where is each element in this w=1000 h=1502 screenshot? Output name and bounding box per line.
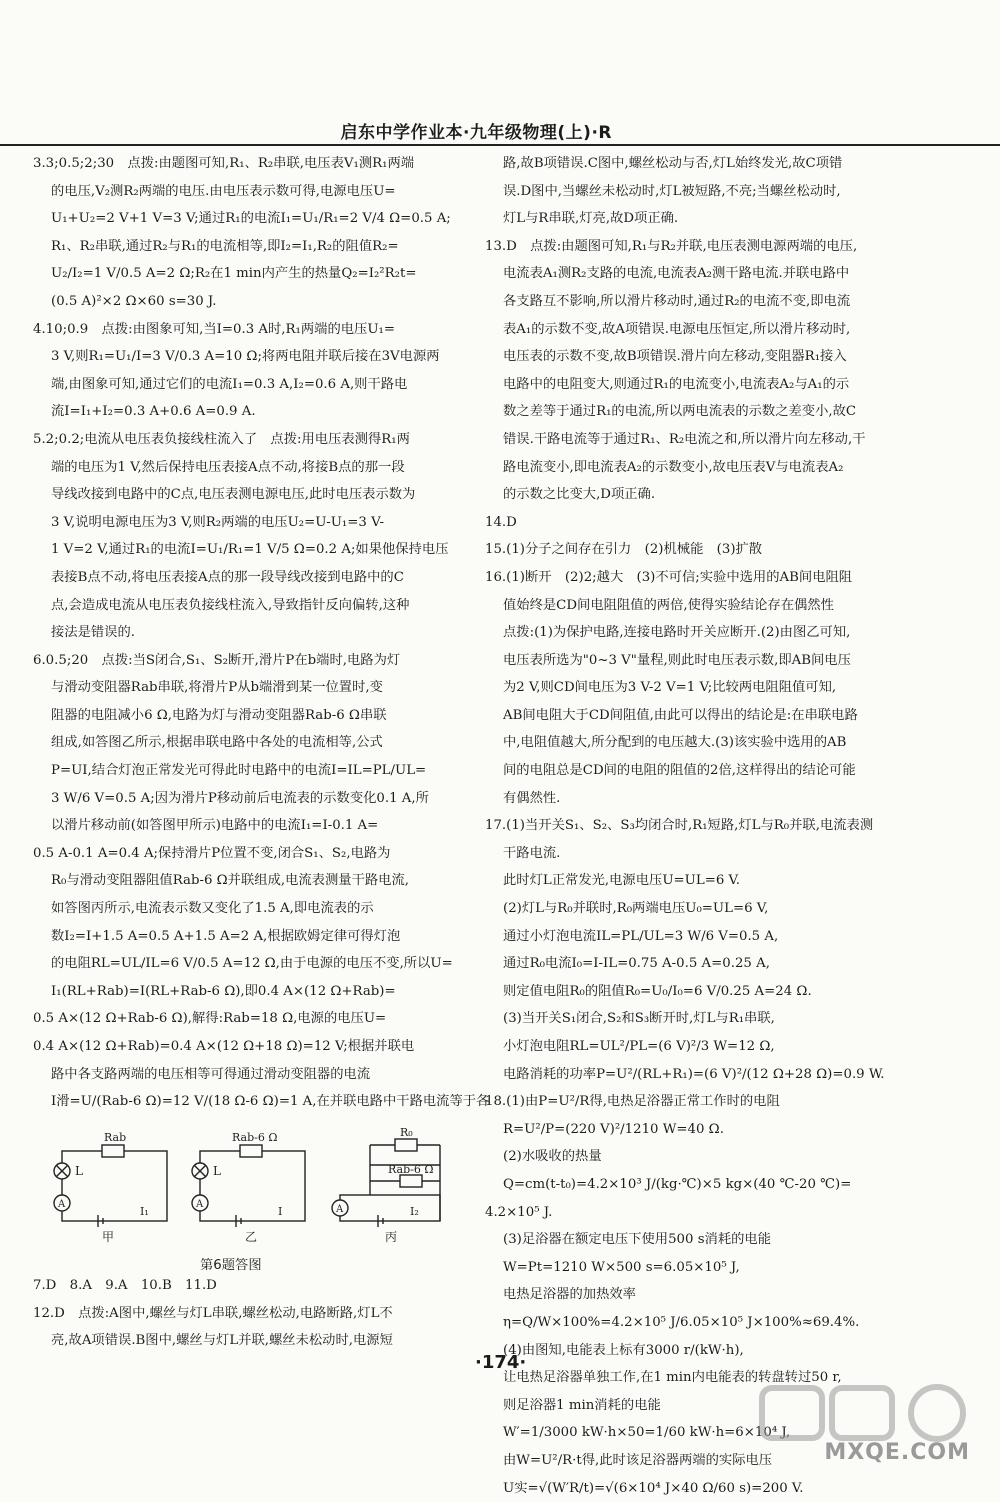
label-L-jia: L: [75, 1164, 83, 1178]
label-jia: 甲: [102, 1230, 114, 1244]
text-line: 则定值电阻R₀的阻值R₀=U₀/I₀=6 V/0.25 A=24 Ω.: [485, 978, 905, 1006]
text-line: 让电热足浴器单独工作,在1 min内电能表的转盘转过50 r,: [485, 1364, 905, 1392]
text-line: (0.5 A)²×2 Ω×60 s=30 J.: [33, 288, 471, 316]
text-line: 14.D: [485, 509, 905, 537]
text-line: 误.D图中,当螺丝未松动时,灯L被短路,不亮;当螺丝松动时,: [485, 178, 905, 206]
left-bottom-answers: [33, 1272, 473, 1355]
text-line: R₁、R₂串联,通过R₂与R₁的电流相等,即I₂=I₁,R₂的阻值R₂=: [33, 233, 471, 261]
text-line: 13.D 点拨:由题图可知,R₁与R₂并联,电压表测电源两端的电压,: [485, 233, 905, 261]
text-line: 电压表所选为"0~3 V"量程,则此时电压表示数,即AB间电压: [485, 647, 905, 675]
text-line: 4.2×10⁵ J.: [485, 1199, 905, 1227]
text-line: 点拨:(1)为保护电路,连接电路时开关应断开.(2)由图乙可知,: [485, 619, 905, 647]
text-line: 与滑动变阻器Rab串联,将滑片P从b端滑到某一位置时,变: [33, 674, 471, 702]
text-line: Q=cm(t-t₀)=4.2×10³ J/(kg·℃)×5 kg×(40 ℃-20 ℃)=: [485, 1171, 905, 1199]
circuit-diagrams: [40, 1125, 460, 1245]
binding-edge: [0, 160, 14, 1360]
label-yi: 乙: [245, 1230, 257, 1244]
text-line: 电流表A₁测R₂支路的电流,电流表A₂测干路电流.并联电路中: [485, 260, 905, 288]
text-line: 电路中的电阻变大,则通过R₁的电流变小,电流表A₂与A₁的示: [485, 371, 905, 399]
text-line: 通过R₀电流I₀=I-IL=0.75 A-0.5 A=0.25 A,: [485, 950, 905, 978]
text-line: 灯L与R串联,灯亮,故D项正确.: [485, 205, 905, 233]
text-line: U实=√(W′R/t)=√(6×10⁴ J×40 Ω/60 s)=200 V.: [485, 1475, 905, 1502]
text-line: 中,电阻值越大,所分配到的电压越大.(3)该实验中选用的AB: [485, 729, 905, 757]
text-line: 3 V,说明电源电压为3 V,则R₂两端的电压U₂=U-U₁=3 V-: [33, 509, 471, 537]
text-line: (3)当开关S₁闭合,S₂和S₃断开时,灯L与R₁串联,: [485, 1005, 905, 1033]
text-line: 接法是错误的.: [33, 619, 471, 647]
label-A-bing: A: [335, 1204, 344, 1215]
label-L-yi: L: [213, 1164, 221, 1178]
text-line: 0.5 A-0.1 A=0.4 A;保持滑片P位置不变,闭合S₁、S₂,电路为: [33, 840, 471, 868]
text-line: 电压表的示数不变,故B项错误.滑片向左移动,变阻器R₁接入: [485, 343, 905, 371]
label-A-yi: A: [195, 1199, 204, 1210]
text-line: W=Pt=1210 W×500 s=6.05×10⁵ J,: [485, 1254, 905, 1282]
label-i: I: [278, 1205, 282, 1218]
text-line: U₂/I₂=1 V/0.5 A=2 Ω;R₂在1 min内产生的热量Q₂=I₂²R₂t=: [33, 260, 471, 288]
text-line: η=Q/W×100%=4.2×10⁵ J/6.05×10⁵ J×100%≈69.4%.: [485, 1309, 905, 1337]
text-line: 电路消耗的功率P=U²/(RL+R₁)=(6 V)²/(12 Ω+28 Ω)=0.9 W.: [485, 1061, 905, 1089]
text-line: 16.(1)断开 (2)2;越大 (3)不可信;实验中选用的AB间电阻阻: [485, 564, 905, 592]
label-i2: I₂: [410, 1205, 419, 1218]
text-line: 为2 V,则CD间电压为3 V-2 V=1 V;比较两电阻阻值可知,: [485, 674, 905, 702]
text-line: 15.(1)分子之间存在引力 (2)机械能 (3)扩散: [485, 536, 905, 564]
text-line: 7.D 8.A 9.A 10.B 11.D: [33, 1272, 473, 1300]
text-line: 5.2;0.2;电流从电压表负接线柱流入了 点拨:用电压表测得R₁两: [33, 426, 471, 454]
text-line: 3 V,则R₁=U₁/I=3 V/0.3 A=10 Ω;将两电阻并联后接在3V电源两: [33, 343, 471, 371]
text-line: 表A₁的示数不变,故A项错误.电源电压恒定,所以滑片移动时,: [485, 316, 905, 344]
label-r0: R₀: [400, 1126, 413, 1139]
text-line: U₁+U₂=2 V+1 V=3 V;通过R₁的电流I₁=U₁/R₁=2 V/4 Ω=0.5 A;: [33, 205, 471, 233]
text-line: 亮,故A项错误.B图中,螺丝与灯L并联,螺丝未松动时,电源短: [33, 1327, 473, 1355]
text-line: R₀与滑动变阻器阻值Rab-6 Ω并联组成,电流表测量干路电流,: [33, 867, 471, 895]
text-line: 路中各支路两端的电压相等可得通过滑动变阻器的电流: [33, 1061, 471, 1089]
text-line: 阻器的电阻减小6 Ω,电路为灯与滑动变阻器Rab-6 Ω串联: [33, 702, 471, 730]
text-line: I滑=U/(Rab-6 Ω)=12 V/(18 Ω-6 Ω)=1 A,在并联电路中干路电流等于各: [33, 1088, 471, 1116]
label-rab6-bing: Rab-6 Ω: [388, 1163, 433, 1176]
label-rab6-yi: Rab-6 Ω: [232, 1131, 277, 1144]
text-line: 的示数之比变大,D项正确.: [485, 481, 905, 509]
text-line: 表接B点不动,将电压表接A点的那一段导线改接到电路中的C: [33, 564, 471, 592]
text-line: R=U²/P=(220 V)²/1210 W=40 Ω.: [485, 1116, 905, 1144]
label-A-jia: A: [57, 1199, 66, 1210]
text-line: P=UI,结合灯泡正常发光可得此时电路中的电流I=IL=PL/UL=: [33, 757, 471, 785]
text-line: 的电压,V₂测R₂两端的电压.由电压表示数可得,电源电压U=: [33, 178, 471, 206]
text-line: 值始终是CD间电阻阻值的两倍,使得实验结论存在偶然性: [485, 592, 905, 620]
text-line: 点,会造成电流从电压表负接线柱流入,导致指针反向偏转,这种: [33, 592, 471, 620]
text-line: W′=1/3000 kW·h×50=1/60 kW·h=6×10⁴ J,: [485, 1419, 905, 1447]
text-line: 数之差等于通过R₁的电流,所以两电流表的示数之差变小,故C: [485, 398, 905, 426]
watermark-text: MXQE.COM: [824, 1440, 970, 1465]
text-line: 0.5 A×(12 Ω+Rab-6 Ω),解得:Rab=18 Ω,电源的电压U=: [33, 1005, 471, 1033]
text-line: 6.0.5;20 点拨:当S闭合,S₁、S₂断开,滑片P在b端时,电路为灯: [33, 647, 471, 675]
label-bing: 丙: [385, 1230, 397, 1244]
text-line: 0.4 A×(12 Ω+Rab)=0.4 A×(12 Ω+18 Ω)=12 V;根据并联电: [33, 1033, 471, 1061]
text-line: 1 V=2 V,通过R₁的电流I=U₁/R₁=1 V/5 Ω=0.2 A;如果他保持电压: [33, 536, 471, 564]
label-i1: I₁: [140, 1205, 149, 1218]
text-line: 干路电流.: [485, 840, 905, 868]
text-line: 此时灯L正常发光,电源电压U=UL=6 V.: [485, 867, 905, 895]
text-line: 则足浴器1 min消耗的电能: [485, 1392, 905, 1420]
text-line: 12.D 点拨:A图中,螺丝与灯L串联,螺丝松动,电路断路,灯L不: [33, 1300, 473, 1328]
text-line: 3.3;0.5;2;30 点拨:由题图可知,R₁、R₂串联,电压表V₁测R₁两端: [33, 150, 471, 178]
text-line: 17.(1)当开关S₁、S₂、S₃均闭合时,R₁短路,灯L与R₀并联,电流表测: [485, 812, 905, 840]
text-line: 流I=I₁+I₂=0.3 A+0.6 A=0.9 A.: [33, 398, 471, 426]
text-line: 如答图丙所示,电流表示数又变化了1.5 A,即电流表的示: [33, 895, 471, 923]
text-line: 导线改接到电路中的C点,电压表测电源电压,此时电压表示数为: [33, 481, 471, 509]
text-line: 18.(1)由P=U²/R得,电热足浴器正常工作时的电阻: [485, 1088, 905, 1116]
text-line: 通过小灯泡电流IL=PL/UL=3 W/6 V=0.5 A,: [485, 923, 905, 951]
text-line: 端,由图象可知,通过它们的电流I₁=0.3 A,I₂=0.6 A,则干路电: [33, 371, 471, 399]
text-line: 组成,如答图乙所示,根据串联电路中各处的电流相等,公式: [33, 729, 471, 757]
text-line: (3)足浴器在额定电压下使用500 s消耗的电能: [485, 1226, 905, 1254]
text-line: (2)水吸收的热量: [485, 1143, 905, 1171]
page-header: [0, 112, 1000, 146]
label-rab: Rab: [104, 1131, 126, 1144]
text-line: AB间电阻大于CD间阻值,由此可以得出的结论是:在串联电路: [485, 702, 905, 730]
page-number: ·174·: [475, 1352, 526, 1373]
text-line: I₁(RL+Rab)=I(RL+Rab-6 Ω),即0.4 A×(12 Ω+Rab)=: [33, 978, 471, 1006]
text-line: 端的电压为1 V,然后保持电压表接A点不动,将接B点的那一段: [33, 454, 471, 482]
text-line: 3 W/6 V=0.5 A;因为滑片P移动前后电流表的示数变化0.1 A,所: [33, 785, 471, 813]
text-line: 的电阻RL=UL/IL=6 V/0.5 A=12 Ω,由于电源的电压不变,所以U=: [33, 950, 471, 978]
text-line: 以滑片移动前(如答图甲所示)电路中的电流I₁=I-0.1 A=: [33, 812, 471, 840]
text-line: (4)由图知,电能表上标有3000 r/(kW·h),: [485, 1337, 905, 1365]
text-line: 路电流变小,即电流表A₂的示数变小,故电压表V与电流表A₂: [485, 454, 905, 482]
text-line: 各支路互不影响,所以滑片移动时,通过R₂的电流不变,即电流: [485, 288, 905, 316]
text-line: 有偶然性.: [485, 785, 905, 813]
text-line: (2)灯L与R₀并联时,R₀两端电压U₀=UL=6 V,: [485, 895, 905, 923]
text-line: 错误.干路电流等于通过R₁、R₂电流之和,所以滑片向左移动,干: [485, 426, 905, 454]
figure-caption: 第6题答图: [200, 1254, 262, 1273]
text-line: 小灯泡电阻RL=UL²/PL=(6 V)²/3 W=12 Ω,: [485, 1033, 905, 1061]
text-line: 电热足浴器的加热效率: [485, 1281, 905, 1309]
header-title: 启东中学作业本·九年级物理(上)·R: [340, 118, 612, 143]
text-line: 数I₂=I+1.5 A=0.5 A+1.5 A=2 A,根据欧姆定律可得灯泡: [33, 923, 471, 951]
text-line: 由W=U²/R·t得,此时该足浴器两端的实际电压: [485, 1447, 905, 1475]
text-line: 间的电阻总是CD间的电阻的阻值的2倍,这样得出的结论可能: [485, 757, 905, 785]
right-column: [485, 150, 905, 1360]
text-line: 路,故B项错误.C图中,螺丝松动与否,灯L始终发光,故C项错: [485, 150, 905, 178]
text-line: 4.10;0.9 点拨:由图象可知,当I=0.3 A时,R₁两端的电压U₁=: [33, 316, 471, 344]
